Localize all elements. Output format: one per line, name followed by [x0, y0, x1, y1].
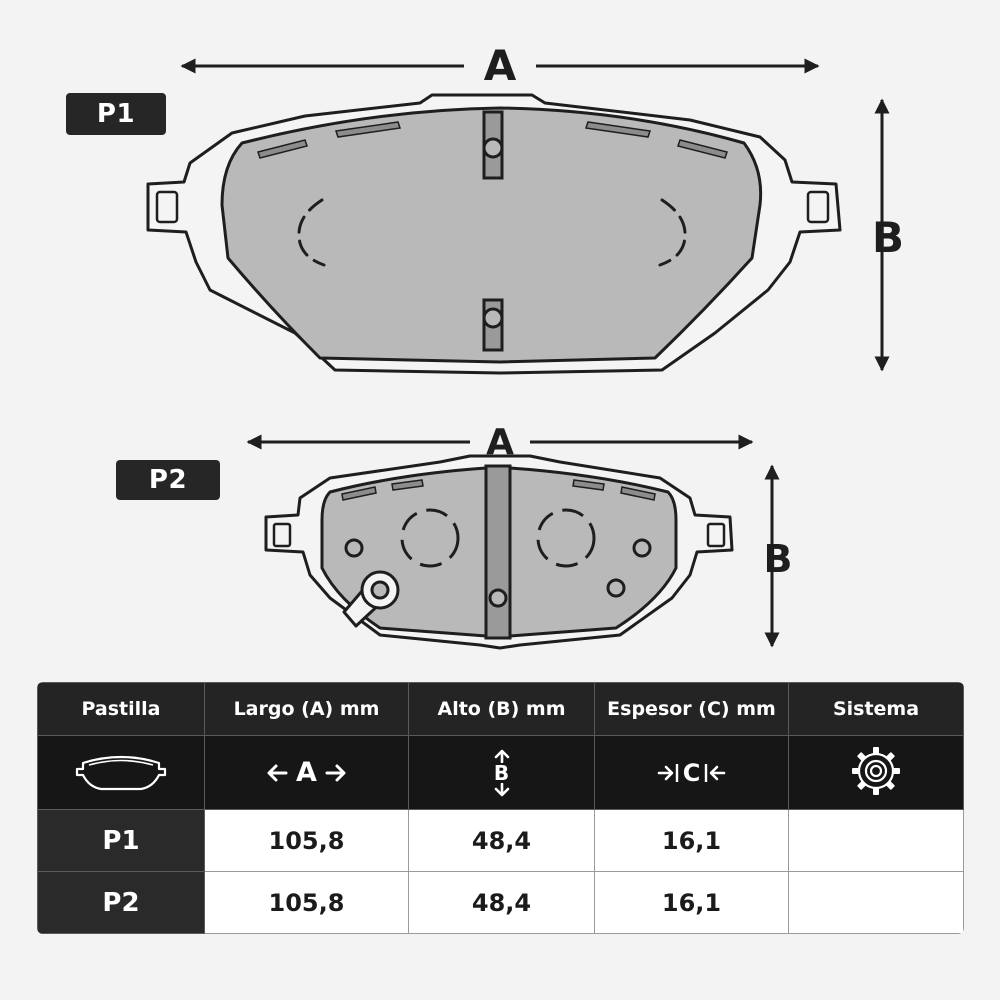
row-p2-espesor: 16,1: [595, 872, 789, 934]
spec-table: [37, 682, 964, 934]
icon-cell-largo: [205, 736, 409, 810]
p2-dimension-a-label: A: [486, 422, 514, 463]
table-header-row: [38, 683, 964, 736]
row-p1-pastilla: P1: [38, 810, 205, 872]
p2-dimension-b-label: B: [763, 537, 793, 581]
row-p1-largo: 105,8: [205, 810, 409, 872]
p1-dimension-b-label: B: [871, 213, 905, 262]
gear-icon: [848, 743, 904, 799]
row-p2-pastilla: P2: [38, 872, 205, 934]
header-pastilla: Pastilla: [38, 683, 205, 736]
arrow-inward-right-icon: [657, 763, 679, 783]
largo-letter: A: [296, 757, 317, 788]
pad-p1: [148, 41, 904, 373]
p1-dimension-a-label: A: [483, 41, 517, 90]
header-alto: Alto (B) mm: [409, 683, 595, 736]
header-espesor: Espesor (C) mm: [595, 683, 789, 736]
row-p1-espesor: 16,1: [595, 810, 789, 872]
table-row-p2: [38, 872, 964, 934]
row-p2-largo: 105,8: [205, 872, 409, 934]
icon-cell-espesor: [595, 736, 789, 810]
header-largo: Largo (A) mm: [205, 683, 409, 736]
pad-p2: [248, 422, 792, 648]
icon-cell-pastilla: [38, 736, 205, 810]
alto-letter: B: [493, 760, 510, 785]
pad-p1-tag: P1: [66, 93, 166, 135]
table-row-p1: [38, 810, 964, 872]
p2-center-groove: [486, 466, 510, 638]
row-p2-sistema: [789, 872, 964, 934]
pad-p2-tag: P2: [116, 460, 220, 500]
header-sistema: Sistema: [789, 683, 964, 736]
row-p2-alto: 48,4: [409, 872, 595, 934]
arrow-left-icon: [266, 763, 288, 783]
icon-cell-alto: [409, 736, 595, 810]
icon-cell-sistema: [789, 736, 964, 810]
espesor-letter: C: [682, 758, 701, 787]
arrow-down-icon: [493, 783, 511, 797]
brake-pad-outline-icon: [71, 749, 171, 793]
table-icon-row: [38, 736, 964, 810]
arrow-inward-left-icon: [704, 763, 726, 783]
row-p1-sistema: [789, 810, 964, 872]
row-p1-alto: 48,4: [409, 810, 595, 872]
arrow-right-icon: [325, 763, 347, 783]
